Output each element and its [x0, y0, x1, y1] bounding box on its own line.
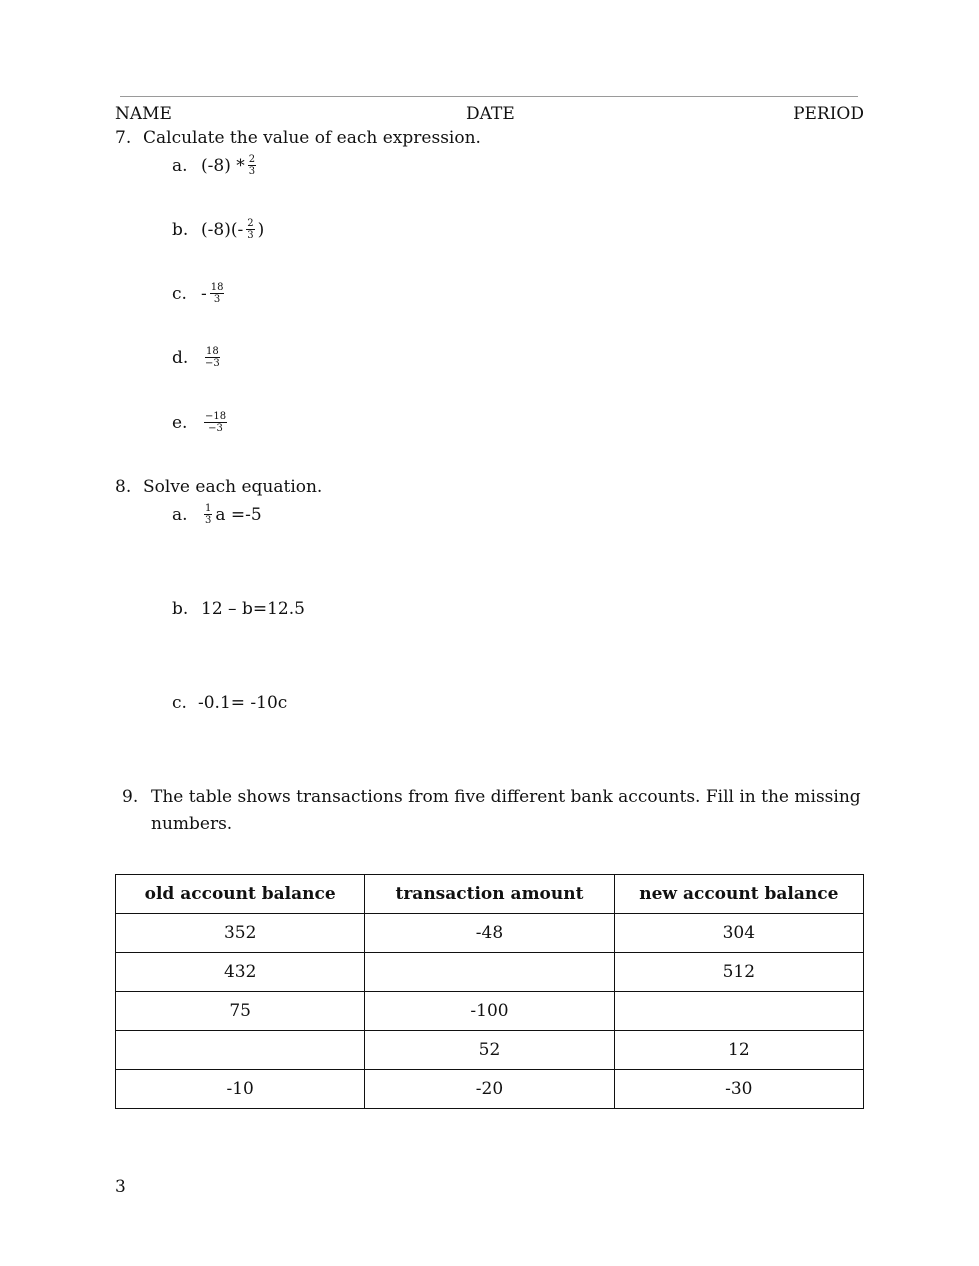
name-label: NAME: [115, 104, 172, 124]
q8a-numerator: 1: [205, 503, 212, 514]
q7a-item: [172, 155, 259, 178]
q7b-numerator: 2: [247, 218, 254, 229]
q7b-denominator: 3: [247, 230, 254, 241]
q7-heading: [115, 127, 481, 149]
q7a-prefix: (-8) *: [201, 156, 245, 176]
table-cell-blank[interactable]: [614, 992, 863, 1031]
q8-number: 8.: [115, 477, 132, 497]
q8c-label: c.: [172, 693, 187, 713]
table-row: [116, 914, 864, 953]
table-cell: 52: [365, 1031, 614, 1070]
q7b-suffix: ): [257, 220, 265, 240]
table-row: [116, 992, 864, 1031]
q7b-item: [172, 219, 264, 242]
q7c-label: c.: [172, 284, 187, 304]
q8c-item: [172, 692, 287, 714]
q7d-fraction: [204, 346, 221, 369]
q7c-prefix: -: [201, 284, 207, 304]
table-cell: 512: [614, 953, 863, 992]
q8a-item: [172, 504, 262, 527]
q7e-denominator: −3: [208, 423, 223, 434]
table-cell: 432: [116, 953, 365, 992]
q8b-label: b.: [172, 599, 189, 619]
q7b-label: b.: [172, 220, 189, 240]
q7-prompt: Calculate the value of each expression.: [143, 128, 481, 148]
header-rule: [120, 96, 858, 97]
table-cell-blank[interactable]: [116, 1031, 365, 1070]
q9-heading: [122, 786, 861, 808]
accounts-table: [115, 874, 864, 1109]
q7d-denominator: −3: [205, 358, 220, 369]
q8c-text: -0.1= -10c: [198, 693, 288, 713]
col-header-new-balance: new account balance: [614, 875, 863, 914]
q7e-fraction: [204, 411, 227, 434]
table-cell: -100: [365, 992, 614, 1031]
q7b-fraction: [246, 218, 254, 241]
q7a-denominator: 3: [248, 166, 256, 177]
q7a-label: a.: [172, 156, 188, 176]
table-cell: -48: [365, 914, 614, 953]
q8b-item: [172, 598, 305, 620]
q9-prompt-line1: The table shows transactions from five different bank accounts. Fill in the missing: [151, 787, 861, 807]
q9-number: 9.: [122, 787, 139, 807]
q8a-text: a =-5: [215, 505, 262, 525]
table-cell: 352: [116, 914, 365, 953]
q7c-fraction: [210, 282, 225, 305]
table-row: [116, 1070, 864, 1109]
table-header-row: [116, 875, 864, 914]
col-header-old-balance: old account balance: [116, 875, 365, 914]
q7a-numerator: 2: [248, 154, 256, 165]
table-cell: -20: [365, 1070, 614, 1109]
q7d-item: [172, 347, 224, 370]
q7e-numerator: −18: [205, 411, 227, 422]
table-cell: -30: [614, 1070, 863, 1109]
table-cell: -10: [116, 1070, 365, 1109]
q7e-item: [172, 412, 230, 435]
q7a-fraction: [248, 154, 256, 177]
table-cell: 304: [614, 914, 863, 953]
table-cell-blank[interactable]: [365, 953, 614, 992]
table-row: [116, 1031, 864, 1070]
q8-heading: [115, 476, 322, 498]
table-cell: 12: [614, 1031, 863, 1070]
q7c-numerator: 18: [210, 282, 224, 293]
q8a-denominator: 3: [205, 515, 212, 526]
date-label: DATE: [466, 104, 515, 124]
q7c-denominator: 3: [213, 294, 221, 305]
q8-prompt: Solve each equation.: [143, 477, 323, 497]
col-header-transaction: transaction amount: [365, 875, 614, 914]
q9-prompt-line2: numbers.: [151, 814, 233, 834]
q7c-item: [172, 283, 227, 306]
q7-number: 7.: [115, 128, 132, 148]
q7d-label: d.: [172, 348, 189, 368]
q8a-fraction: [204, 503, 212, 526]
table-row: [116, 953, 864, 992]
q7e-label: e.: [172, 413, 188, 433]
q7b-prefix: (-8)(-: [201, 220, 244, 240]
q8a-label: a.: [172, 505, 188, 525]
q8b-text: 12 – b=12.5: [201, 599, 305, 619]
period-label: PERIOD: [793, 104, 864, 124]
q7d-numerator: 18: [206, 346, 219, 357]
table-cell: 75: [116, 992, 365, 1031]
page-number: 3: [115, 1177, 126, 1197]
